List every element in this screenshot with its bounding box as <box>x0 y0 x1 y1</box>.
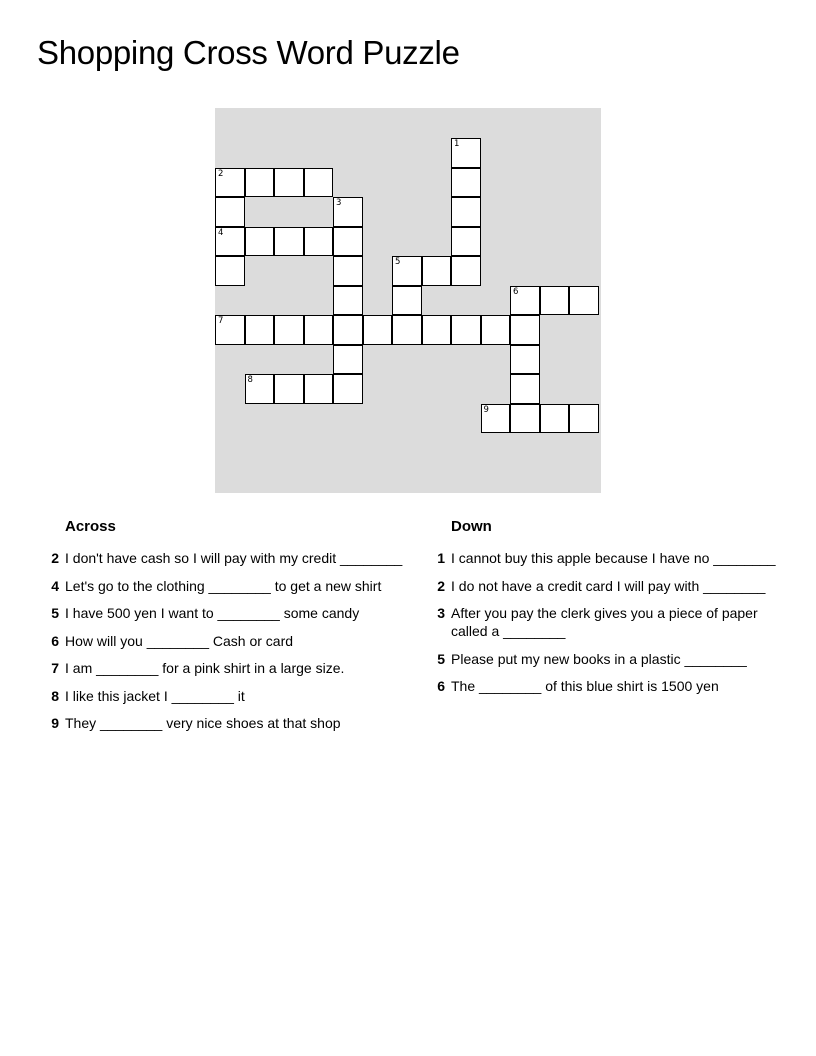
crossword-cell[interactable] <box>481 315 511 345</box>
crossword-cell[interactable] <box>274 227 304 257</box>
clue-text: How will you ________ Cash or card <box>65 632 294 649</box>
clue-number: 3 <box>437 605 445 621</box>
crossword-cell[interactable] <box>274 315 304 345</box>
across-clue <box>47 659 407 677</box>
crossword-cell[interactable] <box>451 138 481 168</box>
clue-number: 1 <box>437 550 445 566</box>
crossword-cell[interactable] <box>245 315 275 345</box>
crossword-cell[interactable] <box>304 168 334 198</box>
clue-text: They ________ very nice shoes at that shop <box>65 715 341 731</box>
clue-text: I cannot buy this apple because I have no ________ <box>451 550 776 566</box>
crossword-cell[interactable] <box>245 227 275 257</box>
clue-text: Let's go to the clothing ________ to get a new shirt <box>65 577 382 594</box>
clue-number: 5 <box>51 605 59 621</box>
crossword-cell[interactable] <box>215 256 245 286</box>
crossword-cell[interactable] <box>333 256 363 286</box>
crossword-cell[interactable] <box>510 345 540 375</box>
crossword-cell[interactable] <box>392 286 422 316</box>
across-clue <box>47 714 407 732</box>
down-clue <box>433 604 783 640</box>
down-clue <box>433 677 783 695</box>
cell-number: 7 <box>218 316 224 326</box>
crossword-cell[interactable] <box>510 286 540 316</box>
crossword-cell[interactable] <box>422 256 452 286</box>
cell-number: 3 <box>336 198 342 208</box>
crossword-cell[interactable] <box>245 374 275 404</box>
crossword-cell[interactable] <box>451 197 481 227</box>
across-clues <box>47 518 407 742</box>
crossword-cell[interactable] <box>215 197 245 227</box>
clue-text: I don't have cash so I will pay with my credit ________ <box>65 550 403 566</box>
crossword-cell[interactable] <box>569 286 599 316</box>
crossword-cell[interactable] <box>422 315 452 345</box>
crossword-cell[interactable] <box>333 315 363 345</box>
crossword-cell[interactable] <box>304 315 334 345</box>
cell-number: 1 <box>454 139 460 149</box>
across-clue <box>47 632 407 650</box>
clue-number: 2 <box>51 550 59 566</box>
crossword-cell[interactable] <box>451 168 481 198</box>
crossword-cell[interactable] <box>333 286 363 316</box>
clue-text: The ________ of this blue shirt is 1500 yen <box>451 678 719 694</box>
crossword-grid <box>215 108 601 493</box>
crossword-cell[interactable] <box>215 168 245 198</box>
down-clue <box>433 577 783 595</box>
clue-number: 7 <box>51 660 59 676</box>
across-clue <box>47 687 407 705</box>
crossword-cell[interactable] <box>333 345 363 375</box>
crossword-cell[interactable] <box>304 374 334 404</box>
down-heading: Down <box>451 518 492 535</box>
crossword-cell[interactable] <box>363 315 393 345</box>
clue-text: I like this jacket I ________ it <box>65 687 245 704</box>
cell-number: 2 <box>218 168 224 179</box>
crossword-cell[interactable] <box>245 168 275 198</box>
across-clue <box>47 604 407 622</box>
crossword-cell[interactable] <box>304 227 334 257</box>
across-clue <box>47 549 407 567</box>
clue-number: 4 <box>51 577 59 594</box>
crossword-cell[interactable] <box>274 374 304 404</box>
cell-number: 8 <box>247 375 253 385</box>
crossword-cell[interactable] <box>333 197 363 227</box>
page-title: Shopping Cross Word Puzzle <box>37 34 460 71</box>
crossword-cell[interactable] <box>451 227 481 257</box>
clue-text: I am ________ for a pink shirt in a large size. <box>65 660 345 676</box>
across-heading: Across <box>65 518 116 535</box>
cell-number: 4 <box>218 227 224 238</box>
crossword-cell[interactable] <box>215 315 245 345</box>
clue-text: Please put my new books in a plastic ________ <box>451 650 747 667</box>
crossword-cell[interactable] <box>569 404 599 434</box>
crossword-cell[interactable] <box>215 227 245 257</box>
clue-number: 2 <box>437 577 445 594</box>
across-clue <box>47 577 407 595</box>
crossword-cell[interactable] <box>392 315 422 345</box>
cell-number: 5 <box>395 257 401 267</box>
crossword-cell[interactable] <box>333 227 363 257</box>
crossword-cell[interactable] <box>392 256 422 286</box>
crossword-cell[interactable] <box>451 256 481 286</box>
crossword-cell[interactable] <box>540 404 570 434</box>
down-clue <box>433 549 783 567</box>
cell-number: 9 <box>483 404 489 415</box>
crossword-cell[interactable] <box>510 315 540 345</box>
crossword-cell[interactable] <box>510 404 540 434</box>
cell-number: 6 <box>513 286 519 297</box>
clue-text: I do not have a credit card I will pay with ________ <box>451 577 766 594</box>
down-clue <box>433 650 783 668</box>
crossword-cell[interactable] <box>510 374 540 404</box>
crossword-cell[interactable] <box>451 315 481 345</box>
clue-number: 6 <box>437 678 445 694</box>
clue-text: I have 500 yen I want to ________ some candy <box>65 605 360 621</box>
clue-number: 6 <box>51 632 59 649</box>
crossword-cell[interactable] <box>333 374 363 404</box>
clue-number: 9 <box>51 715 59 731</box>
clue-text: After you pay the clerk gives you a piece of paper called a ________ <box>451 605 758 639</box>
crossword-cell[interactable] <box>540 286 570 316</box>
clue-number: 8 <box>51 687 59 704</box>
down-clues <box>433 518 783 705</box>
crossword-cell[interactable] <box>274 168 304 198</box>
clue-number: 5 <box>437 650 445 667</box>
crossword-cell[interactable] <box>481 404 511 434</box>
